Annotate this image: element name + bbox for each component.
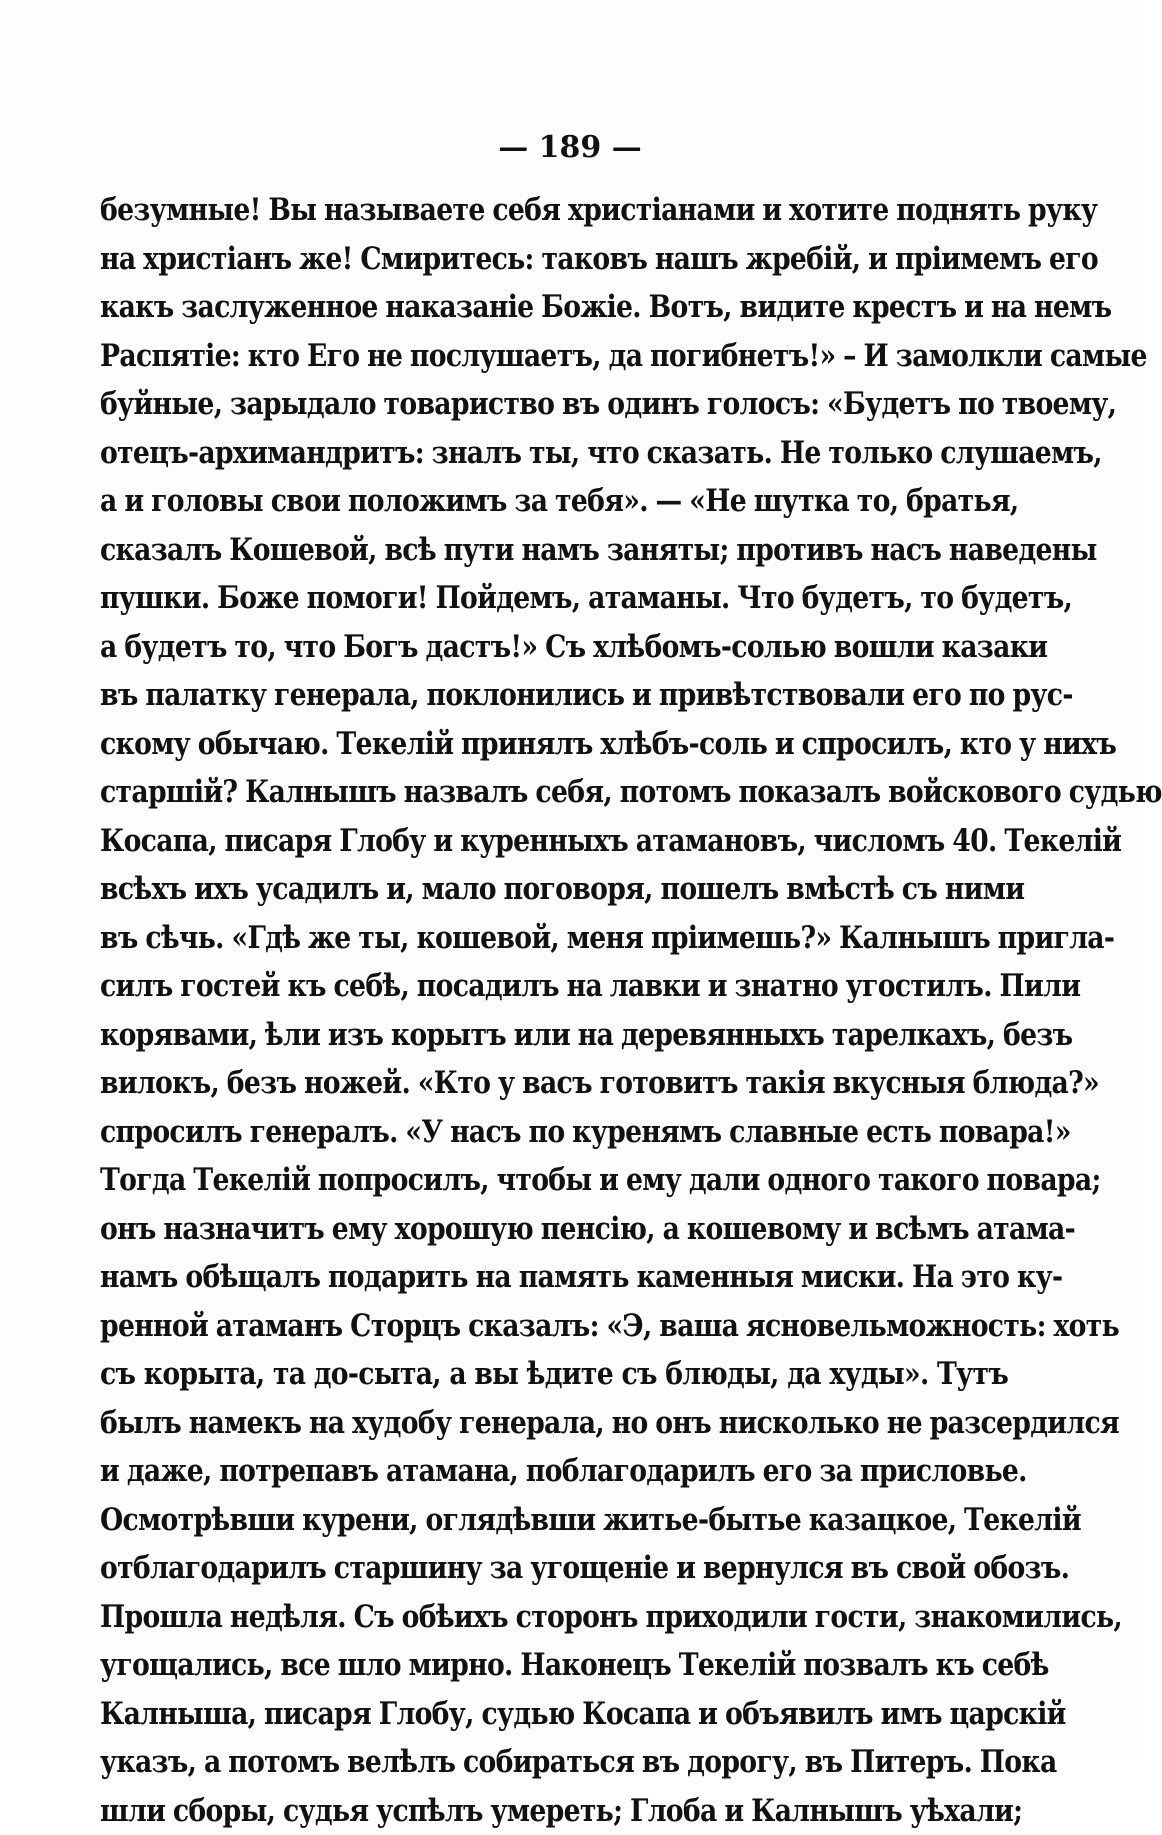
text-line: всѣхъ ихъ усадилъ и, мало поговоря, пошелъ вмѣстѣ съ ними (100, 865, 1008, 914)
text-line: онъ назначитъ ему хорошую пенсію, а кошевому и всѣмъ атама- (100, 1205, 1008, 1254)
text-line: съ корыта, та до-сыта, а вы ѣдите съ блюды, да худы». Тутъ (100, 1350, 1008, 1399)
text-line: спросилъ генералъ. «У насъ по куренямъ славные есть повара!» (100, 1108, 1008, 1157)
text-line: корявами, ѣли изъ корытъ или на деревянныхъ тарелкахъ, безъ (100, 1011, 1008, 1060)
text-line: былъ намекъ на худобу генерала, но онъ нисколько не разсердился (100, 1399, 1008, 1448)
text-line: ренной атаманъ Сторцъ сказалъ: «Э, ваша ясновельможность: хоть (100, 1302, 1008, 1351)
text-line: на христіанъ же! Смиритесь: таковъ нашъ жребій, и пріимемъ его (100, 235, 1008, 284)
text-line: въ палатку генерала, поклонились и привѣтствовали его по рус- (100, 671, 1008, 720)
text-line: и даже, потрепавъ атамана, поблагодарилъ его за присловье. (100, 1447, 1008, 1496)
text-line: скому обычаю. Текелій принялъ хлѣбъ-соль и спросилъ, кто у нихъ (100, 720, 1008, 769)
text-line: отецъ-архимандритъ: зналъ ты, что сказать. Не только слушаемъ, (100, 429, 1008, 478)
text-line: Прошла недѣля. Съ обѣихъ сторонъ приходили гости, знакомились, (100, 1593, 1008, 1642)
text-line: указъ, а потомъ велѣлъ собираться въ дорогу, въ Питеръ. Пока (100, 1738, 1008, 1787)
text-line: Тогда Текелій попросилъ, чтобы и ему дали одного такого повара; (100, 1156, 1008, 1205)
text-line: Распятіе: кто Его не послушаетъ, да погибнетъ!» – И замолкли самые (100, 332, 1008, 381)
text-line: какъ заслуженное наказаніе Божіе. Вотъ, видите крестъ и на немъ (100, 283, 1008, 332)
text-line: въ сѣчь. «Гдѣ же ты, кошевой, меня пріимешь?» Калнышъ пригла- (100, 914, 1008, 963)
text-line: а и головы свои положимъ за тебя». — «Не шутка то, братья, (100, 477, 1008, 526)
text-line: отблагодарилъ старшину за угощеніе и вернулся въ свой обозъ. (100, 1544, 1008, 1593)
text-line: старшій? Калнышъ назвалъ себя, потомъ показалъ войскового судью (100, 768, 1008, 817)
text-line: намъ обѣщалъ подарить на память каменныя миски. На это ку- (100, 1253, 1008, 1302)
text-line: шли сборы, судья успѣлъ умереть; Глоба и Калнышъ уѣхали; (100, 1787, 1008, 1835)
text-line: а будетъ то, что Богъ дастъ!» Съ хлѣбомъ-солью вошли казаки (100, 623, 1008, 672)
text-line: Калныша, писаря Глобу, судью Косапа и объявилъ имъ царскій (100, 1690, 1008, 1739)
page-number: — 189 — (0, 128, 1140, 168)
body-text (100, 186, 1008, 1835)
text-line: угощались, все шло мирно. Наконецъ Текелій позвалъ къ себѣ (100, 1641, 1008, 1690)
text-line: сказалъ Кошевой, всѣ пути намъ заняты; противъ насъ наведены (100, 526, 1008, 575)
text-line: Осмотрѣвши курени, оглядѣвши житье-бытье казацкое, Текелій (100, 1496, 1008, 1545)
text-line: вилокъ, безъ ножей. «Кто у васъ готовитъ такія вкусныя блюда?» (100, 1059, 1008, 1108)
text-line: силъ гостей къ себѣ, посадилъ на лавки и знатно угостилъ. Пили (100, 962, 1008, 1011)
text-line: пушки. Боже помоги! Пойдемъ, атаманы. Что будетъ, то будетъ, (100, 574, 1008, 623)
text-line: Косапа, писаря Глобу и куренныхъ атамановъ, числомъ 40. Текелій (100, 817, 1008, 866)
text-line: буйные, зарыдало товариство въ одинъ голосъ: «Будетъ по твоему, (100, 380, 1008, 429)
text-line: безумные! Вы называете себя христіанами и хотите поднять руку (100, 186, 1008, 235)
